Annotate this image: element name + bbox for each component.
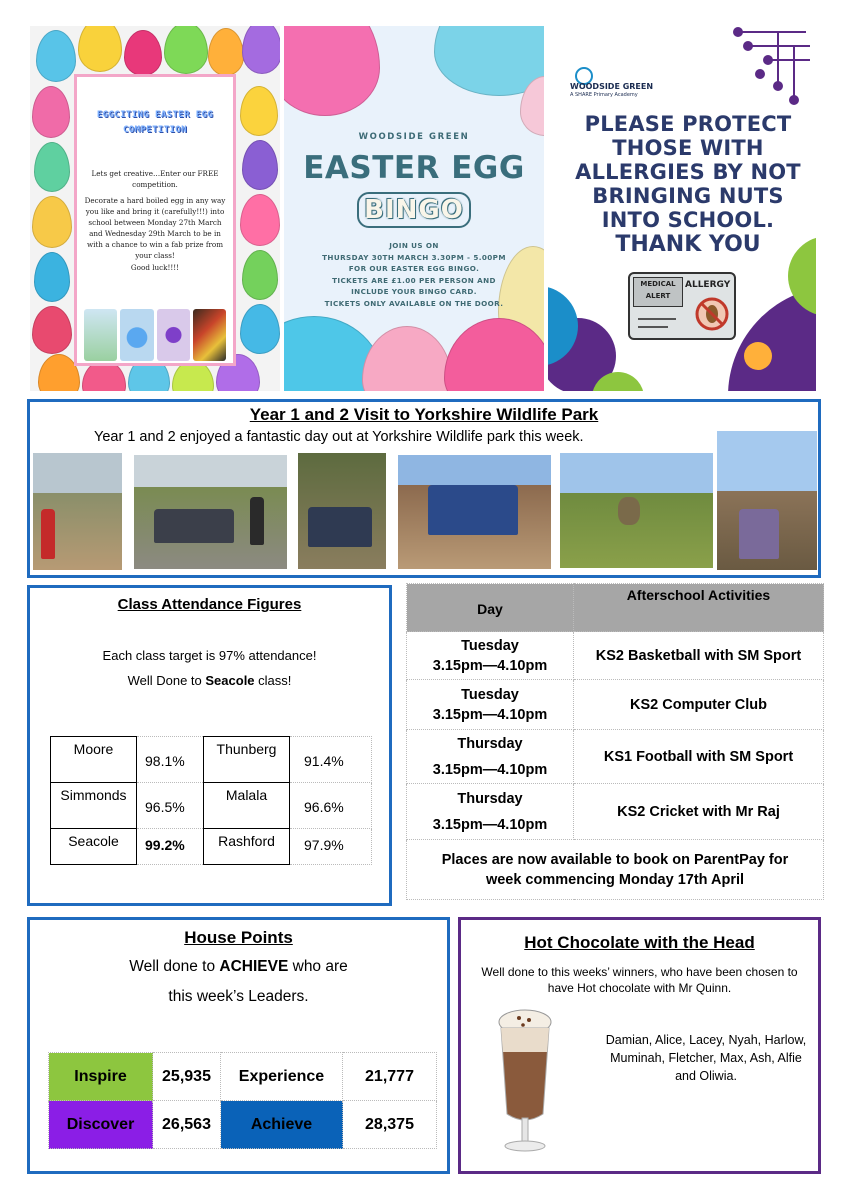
egg-decoration <box>362 326 452 391</box>
house-name: Discover <box>49 1101 153 1149</box>
photo-sky <box>717 431 817 491</box>
table-row <box>51 783 372 829</box>
park-photo <box>33 453 122 570</box>
medical-alert-card <box>628 272 736 340</box>
egg-decoration <box>240 304 280 354</box>
egg-photo <box>84 309 117 361</box>
table-header-row <box>407 584 824 632</box>
egg-decoration <box>242 140 278 190</box>
day-name: Thursday <box>457 790 523 807</box>
booking-note <box>407 840 824 900</box>
booking-note-line: Places are now available to book on ParentPay for <box>441 851 789 868</box>
attendance-table <box>50 736 372 865</box>
egg-decoration <box>36 30 76 82</box>
house-leader-line-2: this week’s Leaders. <box>168 988 309 1005</box>
park-photo <box>560 453 713 568</box>
table-row <box>407 730 824 784</box>
bingo-detail-line: FOR OUR EASTER EGG BINGO. <box>348 264 480 273</box>
bingo-detail-line: INCLUDE YOUR BINGO CARD. <box>351 287 477 296</box>
bingo-detail-line: TICKETS ONLY AVAILABLE ON THE DOOR. <box>324 298 504 308</box>
egg-decoration <box>124 30 162 76</box>
hot-chocolate-section <box>458 917 821 1174</box>
activity-name: KS2 Computer Club <box>574 680 824 730</box>
egg-photo <box>157 309 190 361</box>
day-name: Thursday <box>457 735 523 752</box>
competition-title: EGGCITING EASTER EGG COMPETITION <box>96 110 214 135</box>
day-name: Tuesday <box>461 637 519 654</box>
activity-name: KS2 Cricket with Mr Raj <box>574 784 824 840</box>
table-row <box>407 680 824 730</box>
egg-decoration <box>164 26 208 74</box>
egg-decoration <box>34 142 70 192</box>
class-name: Simmonds <box>51 783 137 829</box>
park-photo <box>298 453 386 569</box>
day-time: 3.15pm—4.10pm <box>432 657 548 674</box>
well-done-suffix: class! <box>254 673 292 688</box>
allergy-message-line: BRINGING NUTS <box>592 184 784 208</box>
allergy-school-name: WOODSIDE GREEN <box>570 82 654 91</box>
easter-bingo-poster <box>284 26 544 391</box>
allergy-message <box>568 112 808 232</box>
allergy-message-line: PLEASE PROTECT <box>584 112 792 136</box>
card-medical-alert-label: MEDICAL ALERT <box>633 277 683 307</box>
attendance-heading: Class Attendance Figures <box>117 596 302 613</box>
allergy-thanks: THANK YOU <box>615 232 761 257</box>
house-points-value: 26,563 <box>153 1101 221 1149</box>
card-allergy-label: ALLERGY <box>685 280 731 290</box>
day-name: Tuesday <box>461 686 519 703</box>
egg-competition-poster <box>30 26 280 391</box>
bingo-detail-line: THURSDAY 30TH MARCH 3.30PM - 5.00PM <box>322 252 506 262</box>
table-row <box>407 784 824 840</box>
bingo-school-name: WOODSIDE GREEN <box>358 132 470 142</box>
photo-figure <box>739 509 779 559</box>
house-name: Experience <box>221 1053 343 1101</box>
day-time: 3.15pm—4.10pm <box>432 761 548 778</box>
day-column-header: Day <box>407 584 574 632</box>
day-time: 3.15pm—4.10pm <box>432 816 548 833</box>
attendance-target: Each class target is 97% attendance! <box>102 648 317 663</box>
photo-figure <box>618 497 640 525</box>
photo-figure <box>41 509 55 559</box>
table-row <box>49 1101 437 1149</box>
activity-day <box>407 730 574 784</box>
wildlife-intro: Year 1 and 2 enjoyed a fantastic day out at Yorkshire Wildlife park this week. <box>94 429 584 445</box>
bingo-detail-line: JOIN US ON <box>389 241 439 250</box>
card-line <box>638 318 676 320</box>
photo-figure <box>428 485 518 535</box>
hot-chocolate-glass-icon <box>493 1006 557 1156</box>
table-row <box>49 1053 437 1101</box>
egg-decoration <box>240 86 278 136</box>
park-photo <box>398 455 551 569</box>
no-nuts-icon <box>694 296 730 332</box>
activity-day <box>407 784 574 840</box>
class-name: Thunberg <box>204 737 290 783</box>
attendance-well-done <box>30 673 389 688</box>
photo-sky <box>134 455 287 487</box>
competition-line: Decorate a hard boiled egg in any way you like and bring it (carefully!!!) into school between Monday 27th March and Wednesday 29th March to be in with a chance to win a fab prize from your class! <box>84 196 226 260</box>
table-row <box>51 829 372 865</box>
hot-chocolate-heading: Hot Chocolate with the Head <box>524 933 755 952</box>
egg-photo <box>120 309 153 361</box>
table-row <box>51 737 372 783</box>
allergy-message-line: ALLERGIES BY NOT <box>575 160 801 184</box>
egg-decoration <box>32 86 70 138</box>
activity-day <box>407 680 574 730</box>
photo-sky <box>560 453 713 493</box>
photo-sky <box>398 455 551 485</box>
park-photo <box>717 431 817 570</box>
activity-name: KS1 Football with SM Sport <box>574 730 824 784</box>
egg-decoration <box>242 26 280 74</box>
park-photo <box>134 455 287 569</box>
house-points-table <box>48 1052 437 1149</box>
class-attendance: 98.1% <box>137 737 204 783</box>
house-points-value: 25,935 <box>153 1053 221 1101</box>
activity-name: KS2 Basketball with SM Sport <box>574 632 824 680</box>
shape-decoration <box>744 342 772 370</box>
table-row <box>407 632 824 680</box>
leader-house: ACHIEVE <box>219 958 289 975</box>
card-line <box>638 326 668 328</box>
activity-column-header: Afterschool Activities <box>574 584 824 632</box>
house-name: Achieve <box>221 1101 343 1149</box>
hot-chocolate-intro: Well done to this weeks’ winners, who have been chosen to have Hot chocolate with Mr Quinn. <box>481 965 798 995</box>
leader-suffix: who are <box>288 958 348 975</box>
well-done-class: Seacole <box>205 673 255 688</box>
house-points-heading: House Points <box>184 928 293 947</box>
allergy-academy-name: A SHARE Primary Academy <box>570 92 638 98</box>
wildlife-park-section <box>27 399 821 578</box>
class-attendance: 96.6% <box>290 783 372 829</box>
house-name: Inspire <box>49 1053 153 1101</box>
class-name: Malala <box>204 783 290 829</box>
egg-decoration <box>78 26 122 72</box>
activity-day <box>407 632 574 680</box>
competition-text <box>82 168 228 273</box>
allergy-message-line: THOSE WITH <box>612 136 764 160</box>
house-points-value: 21,777 <box>343 1053 437 1101</box>
house-leader-line <box>30 958 447 976</box>
bingo-word: BINGO <box>357 192 471 228</box>
class-name: Rashford <box>204 829 290 865</box>
photo-sky <box>33 453 122 493</box>
bingo-detail-line: TICKETS ARE £1.00 PER PERSON AND <box>332 275 496 285</box>
attendance-section <box>27 585 392 906</box>
table-row <box>407 840 824 900</box>
allergy-message-line: INTO SCHOOL. <box>601 208 775 232</box>
egg-decoration <box>32 196 72 248</box>
wildlife-heading: Year 1 and 2 Visit to Yorkshire Wildlife Park <box>249 405 599 424</box>
class-attendance: 97.9% <box>290 829 372 865</box>
class-attendance: 99.2% <box>137 829 204 865</box>
circuit-decoration <box>734 28 810 104</box>
day-time: 3.15pm—4.10pm <box>432 706 548 723</box>
egg-decoration <box>240 194 280 246</box>
winners-list: Damian, Alice, Lacey, Nyah, Harlow, Muminah, Fletcher, Max, Ash, Alfie and Oliwia. <box>605 1033 807 1083</box>
egg-decoration <box>242 250 278 300</box>
house-points-value: 28,375 <box>343 1101 437 1149</box>
class-attendance: 96.5% <box>137 783 204 829</box>
egg-decoration <box>34 252 70 302</box>
photo-figure <box>250 497 264 545</box>
allergy-poster <box>548 26 816 391</box>
leader-prefix: Well done to <box>129 958 220 975</box>
competition-line: Lets get creative…Enter our FREE competition. <box>91 169 219 189</box>
decorated-egg-photos <box>84 309 226 361</box>
bingo-details <box>284 240 544 309</box>
class-name: Moore <box>51 737 137 783</box>
egg-decoration <box>444 318 544 391</box>
egg-decoration <box>32 306 72 354</box>
photo-figure <box>154 509 234 543</box>
egg-decoration <box>208 28 244 76</box>
class-attendance: 91.4% <box>290 737 372 783</box>
class-name: Seacole <box>51 829 137 865</box>
photo-figure <box>308 507 372 547</box>
egg-decoration <box>284 26 380 116</box>
afterschool-table <box>406 583 824 900</box>
bingo-title: EASTER EGG <box>303 150 525 186</box>
well-done-prefix: Well Done to <box>127 673 206 688</box>
egg-photo <box>193 309 226 361</box>
house-points-section <box>27 917 450 1174</box>
booking-note-line: week commencing Monday 17th April <box>485 871 745 888</box>
competition-line: Good luck!!!! <box>130 263 180 272</box>
